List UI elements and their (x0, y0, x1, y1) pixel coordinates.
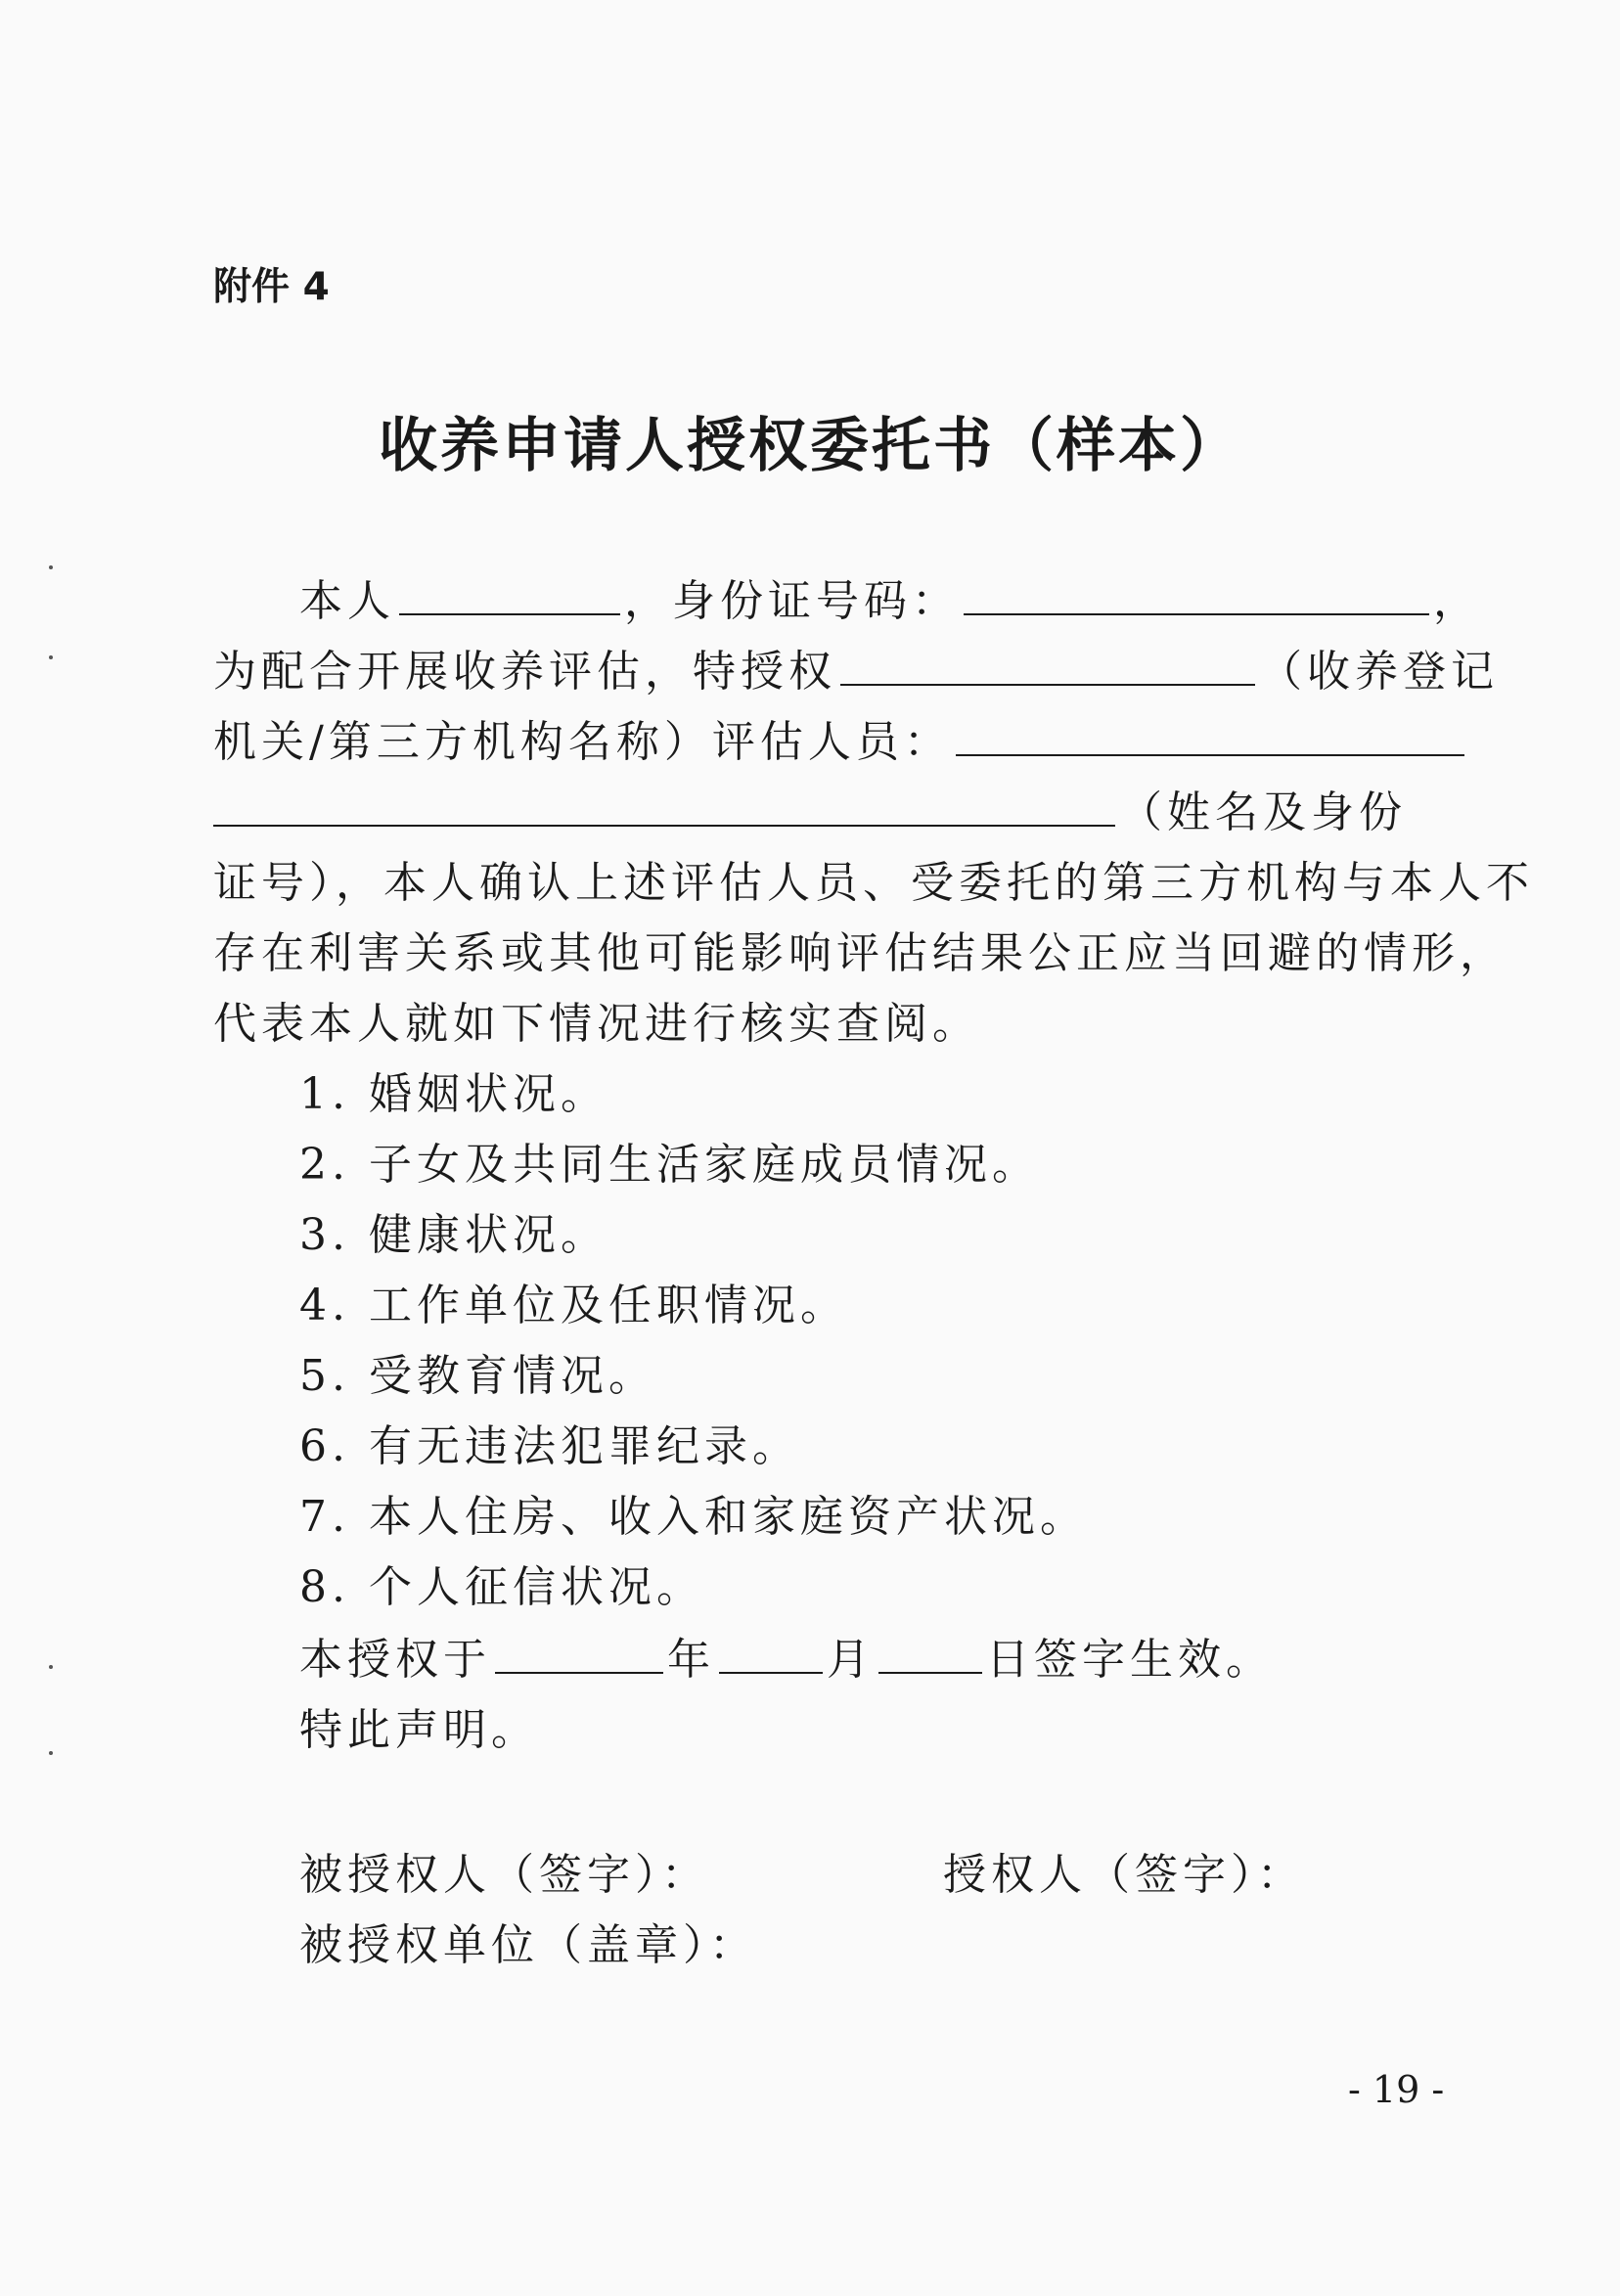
name-blank[interactable] (399, 574, 620, 615)
document-title: 收养申请人授权委托书（样本） (379, 412, 1241, 480)
text-segment: 本人 (299, 576, 395, 626)
grantor-signature: 授权人（签字）： (943, 1850, 1305, 1900)
authorized-organization-blank[interactable] (840, 645, 1255, 686)
year-blank[interactable] (495, 1633, 663, 1674)
attachment-label: 附件 4 (213, 265, 330, 309)
text-segment: 本授权于 (299, 1635, 491, 1685)
grantee-unit-seal: 被授权单位（盖章）： (299, 1920, 757, 1970)
body-line-6: 存在利害关系或其他可能影响评估结果公正应当回避的情形， (213, 928, 1508, 978)
text-segment: 机关/第三方机构名称）评估人员： (213, 717, 952, 767)
body-line-4 (213, 777, 1407, 839)
assessor-blank[interactable] (956, 715, 1464, 756)
body-line-5: 证号），本人确认上述评估人员、受委托的第三方机构与本人不 (213, 858, 1534, 908)
scan-speck (49, 655, 53, 659)
text-segment: 年 (667, 1635, 715, 1685)
day-blank[interactable] (878, 1633, 982, 1674)
month-blank[interactable] (719, 1633, 823, 1674)
body-line-3 (213, 706, 1468, 769)
text-segment: ，身份证号码： (624, 576, 960, 626)
list-item: 3. 健康状况。 (299, 1210, 608, 1260)
assessor-name-id-blank[interactable] (213, 786, 1115, 827)
list-item: 4. 工作单位及任职情况。 (299, 1281, 848, 1330)
list-item: 7. 本人住房、收入和家庭资产状况。 (299, 1492, 1088, 1542)
declaration: 特此声明。 (299, 1705, 539, 1755)
text-segment: 为配合开展收养评估，特授权 (213, 647, 836, 697)
text-segment: （收养登记 (1259, 647, 1499, 697)
scan-speck (49, 1665, 53, 1669)
text-segment: （姓名及身份 (1119, 788, 1407, 837)
body-line-2 (213, 636, 1499, 698)
list-item: 8. 个人征信状况。 (299, 1562, 704, 1612)
grantee-signature: 被授权人（签字）： (299, 1850, 709, 1900)
page-number: - 19 - (1348, 2068, 1445, 2111)
text-segment: 日签字生效。 (986, 1635, 1274, 1685)
list-item: 5. 受教育情况。 (299, 1351, 656, 1401)
text-segment: ， (1433, 576, 1481, 626)
body-line-7: 代表本人就如下情况进行核实查阅。 (213, 999, 980, 1049)
id-number-blank[interactable] (964, 574, 1429, 615)
effective-date-line (299, 1624, 1274, 1687)
list-item: 6. 有无违法犯罪纪录。 (299, 1421, 800, 1471)
list-item: 1. 婚姻状况。 (299, 1069, 608, 1119)
text-segment: 月 (827, 1635, 875, 1685)
list-item: 2. 子女及共同生活家庭成员情况。 (299, 1140, 1040, 1190)
scan-speck (49, 565, 53, 569)
scan-speck (49, 1751, 53, 1755)
body-line-1 (299, 565, 1481, 628)
